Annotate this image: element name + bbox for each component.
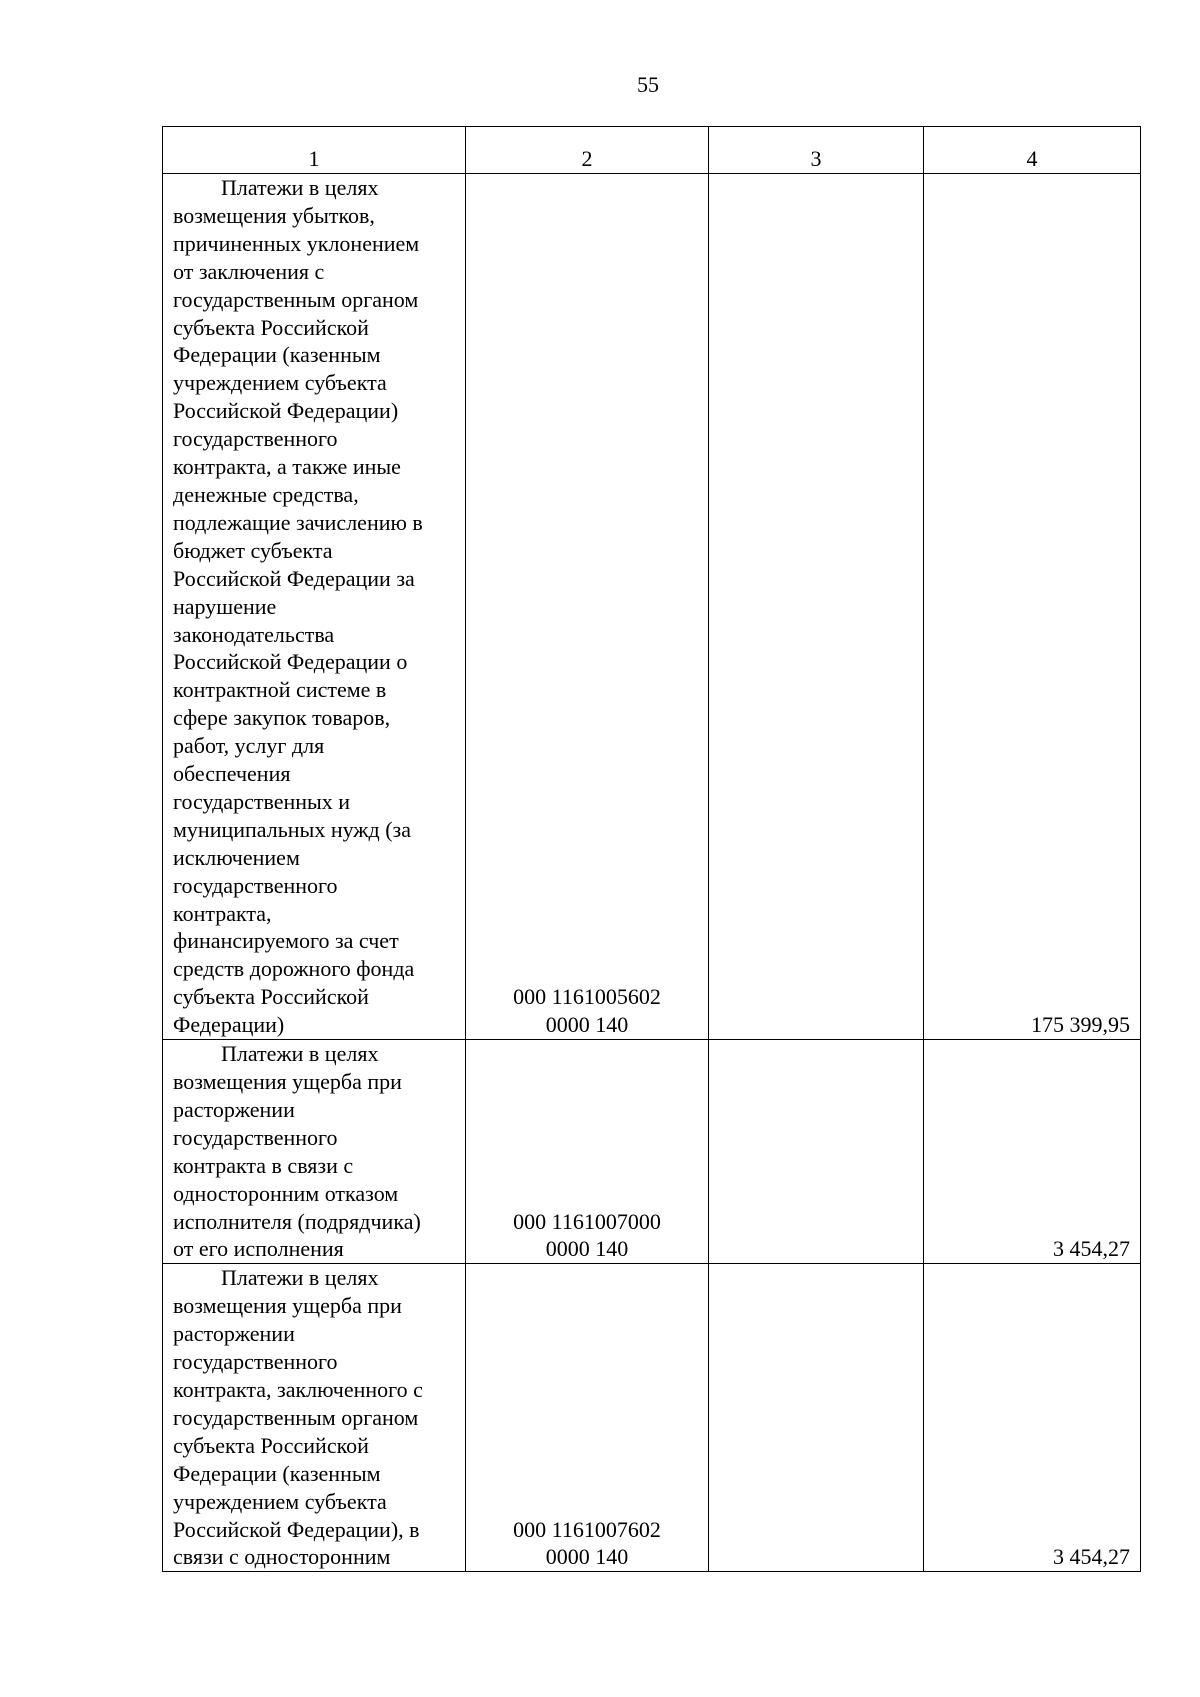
row-name-text: Платежи в целях возмещения убытков, причиненных уклонением от заключения с государственным органом субъекта Российской Федерации (казенным учреждением субъекта Российской Федерации) государственного контракта, а также иные денежные средства, подлежащие зачислению в бюджет субъекта Российской Федерации за нарушение законодательства Российской Федерации о контрактной системе в сфере закупок товаров, работ, услуг для обеспечения государственных и муниципальных нужд (за исключением государственного контракта, финансируемого за счет средств дорожного фонда субъекта Российской Федерации) (173, 175, 423, 1038)
row-name-text: Платежи в целях возмещения ущерба при расторжении государственного контракта в связи с односторонним отказом исполнителя (подрядчика) от его исполнения (173, 1041, 421, 1262)
table-header-row (163, 127, 1141, 174)
table-row (163, 1264, 1141, 1572)
row-code-cell: 000 1161005602 0000 140 (466, 174, 709, 1040)
row-name-cell (163, 174, 466, 1040)
page-number: 55 (637, 72, 659, 97)
header-col-3: 3 (709, 127, 924, 174)
row-name-cell (163, 1040, 466, 1264)
row-col3-cell (709, 174, 924, 1040)
row-col3-cell (709, 1040, 924, 1264)
row-code-cell: 000 1161007000 0000 140 (466, 1040, 709, 1264)
row-name-cell (163, 1264, 466, 1572)
budget-revenue-table (162, 126, 1141, 1572)
row-amount-cell: 3 454,27 (924, 1040, 1141, 1264)
row-amount-cell: 3 454,27 (924, 1264, 1141, 1572)
row-col3-cell (709, 1264, 924, 1572)
header-col-4: 4 (924, 127, 1141, 174)
row-code-cell: 000 1161007602 0000 140 (466, 1264, 709, 1572)
table-row (163, 174, 1141, 1040)
row-name-text: Платежи в целях возмещения ущерба при расторжении государственного контракта, заключенного с государственным органом субъекта Российской Федерации (казенным учреждением субъекта Российской Федерации), в связи с односторонним (173, 1265, 423, 1570)
row-amount-cell: 175 399,95 (924, 174, 1141, 1040)
header-col-1: 1 (163, 127, 466, 174)
header-col-2: 2 (466, 127, 709, 174)
table-row (163, 1040, 1141, 1264)
